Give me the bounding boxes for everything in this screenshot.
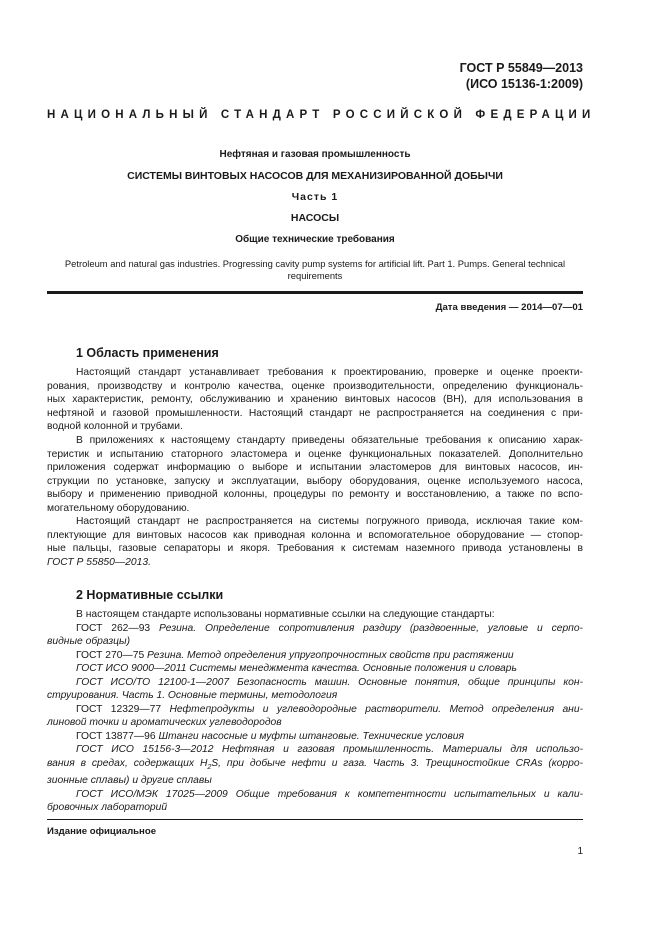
reference-item: [47, 649, 583, 663]
section1-paragraph1: [47, 366, 583, 434]
part-title: НАСОСЫ: [290, 212, 340, 224]
reference-continuation: вания в средах, содержащих $H_2S$, при добыче нефти и газа. Часть 3. Трещиностойкие CRAs (корро-: [47, 757, 584, 771]
section1-paragraph2: [47, 434, 583, 515]
text-line: струкции по установке, запуску и эксплуатации, выбору оборудования, оценке используемого насоса,: [47, 475, 583, 487]
iso-number: (ИСО 15136-1:2009): [465, 77, 583, 91]
text-line: теристик и испытанию статорного эластомера и оценке функциональных показателей. Дополнительно: [47, 448, 583, 460]
text-line: плектующие для винтовых насосов как приводная колонна и вспомогательное оборудование — стопор-: [47, 529, 583, 541]
reference-item: [47, 730, 583, 744]
reference-item: [47, 622, 583, 636]
document-number: ГОСТ Р 55849—2013: [459, 61, 583, 75]
english-title: [47, 258, 583, 282]
reference-continuation: линовой точки и ароматических углеводородов: [47, 717, 282, 728]
page-number: 1: [577, 846, 583, 857]
ref-title: ГОСТ ИСО 9000—2011 Системы менеджмента качества. Основные положения и словарь: [76, 663, 517, 674]
reference-item: [47, 788, 583, 802]
standard-title: СИСТЕМЫ ВИНТОВЫХ НАСОСОВ ДЛЯ МЕХАНИЗИРОВАННОЙ ДОБЫЧИ: [127, 170, 503, 182]
reference-item: [47, 703, 583, 717]
title-divider: [47, 291, 583, 294]
ref-code: ГОСТ 270—75: [76, 649, 148, 661]
text-line: В настоящем стандарте использованы нормативные ссылки на следующие стандарты:: [76, 609, 495, 620]
footer-divider: [47, 819, 583, 820]
text-line: приложения содержат информацию о выборе и испытании эластомеров для винтовых насосов, ин-: [47, 462, 583, 473]
ref-title: Нефтепродукты и углеводородные растворители. Метод определения ани-: [169, 703, 584, 715]
section2-intro: [47, 608, 583, 622]
english-title-line: Petroleum and natural gas industries. Progressing cavity pump systems for artificial lift. Part 1. Pumps. General technical: [64, 258, 566, 269]
text-line: выбору и применению приводной колонны, процедуры по ремонту и восстановлению, а также по вспо-: [47, 489, 583, 500]
national-standard-banner: НАЦИОНАЛЬНЫЙ СТАНДАРТ РОССИЙСКОЙ ФЕДЕРАЦИИ: [47, 109, 596, 121]
reference-continuation: зионные сплавы) и другие сплавы: [47, 775, 212, 787]
industry-title: Нефтяная и газовая промышленность: [219, 149, 411, 160]
ref-code: ГОСТ 12329—77: [76, 703, 170, 715]
text-line: Настоящий стандарт устанавливает требования к проектированию, проверке и оценке проекти-: [76, 367, 583, 378]
ref-title: ГОСТ ИСО/ТО 12100-1—2007 Безопасность машин. Основные понятия, общие принципы кон-: [76, 676, 583, 688]
reference-continuation: бровочных лабораторий: [47, 802, 168, 814]
text-line: водной колонной и трубами.: [47, 421, 183, 432]
h2s-line-end: S, при добыче нефти и газа. Часть 3. Трещиностойкие CRAs (корро-: [211, 757, 584, 769]
ref-title: Штанги насосные и муфты штанговые. Технические условия: [158, 730, 464, 742]
subtitle: Общие технические требования: [235, 234, 395, 245]
ref-code: ГОСТ 13877—96: [76, 730, 159, 742]
text-line: ных характеристик, ремонту, обслуживанию и хранению винтовых насосов (ВН), для использования в: [47, 394, 583, 405]
text-line: нефтяной и газовой промышленности. Настоящий стандарт не распространяется на соединения с при-: [47, 407, 583, 419]
document-number-block: [460, 60, 583, 92]
text-line: могательному оборудованию.: [47, 502, 190, 514]
reference-list: [47, 622, 583, 815]
reference-item: [47, 662, 583, 676]
reference-continuation: видные образцы): [47, 636, 131, 647]
ref-title: ГОСТ ИСО/МЭК 17025—2009 Общие требования к компетентности испытательных и кали-: [76, 788, 583, 800]
text-line: Настоящий стандарт не распространяется на системы погружного привода, исключая такие ком-: [76, 516, 583, 527]
section1-heading: 1 Область применения: [76, 346, 219, 360]
section1-paragraph3: [47, 515, 583, 569]
part-label: Часть 1: [291, 191, 339, 203]
reference-continuation: струирования. Часть 1. Основные термины, методология: [47, 690, 338, 701]
h2s-line-start: вания в средах, содержащих: [47, 757, 200, 769]
section2-heading: 2 Нормативные ссылки: [76, 588, 224, 602]
ref-title: Резина. Определение сопротивления раздиру (раздвоенные, угловые и серпо-: [159, 622, 583, 634]
ref-title: Резина. Метод определения упругопрочностных свойств при растяжении: [147, 649, 514, 661]
reference-item: [47, 743, 583, 757]
ref-code: ГОСТ 262—93: [76, 622, 160, 634]
reference-item: [47, 676, 583, 690]
official-edition: Издание официальное: [47, 826, 157, 837]
effective-date: Дата введения — 2014—07—01: [435, 302, 583, 313]
text-line: В приложениях к настоящему стандарту приведены обязательные требования к описанию харак-: [76, 435, 583, 446]
text-line: ные пальцы, газовые сепараторы и якоря. Требования к системам наземного привода установлены в: [47, 543, 583, 554]
text-line: рования, производству и контролю качества, оценке производительности, определению функциональ-: [47, 380, 583, 392]
ref-title: ГОСТ ИСО 15156-3—2012 Нефтяная и газовая промышленность. Материалы для использо-: [76, 744, 583, 755]
text-line: ГОСТ Р 55850—2013.: [47, 556, 151, 568]
english-title-line: requirements: [287, 270, 343, 281]
